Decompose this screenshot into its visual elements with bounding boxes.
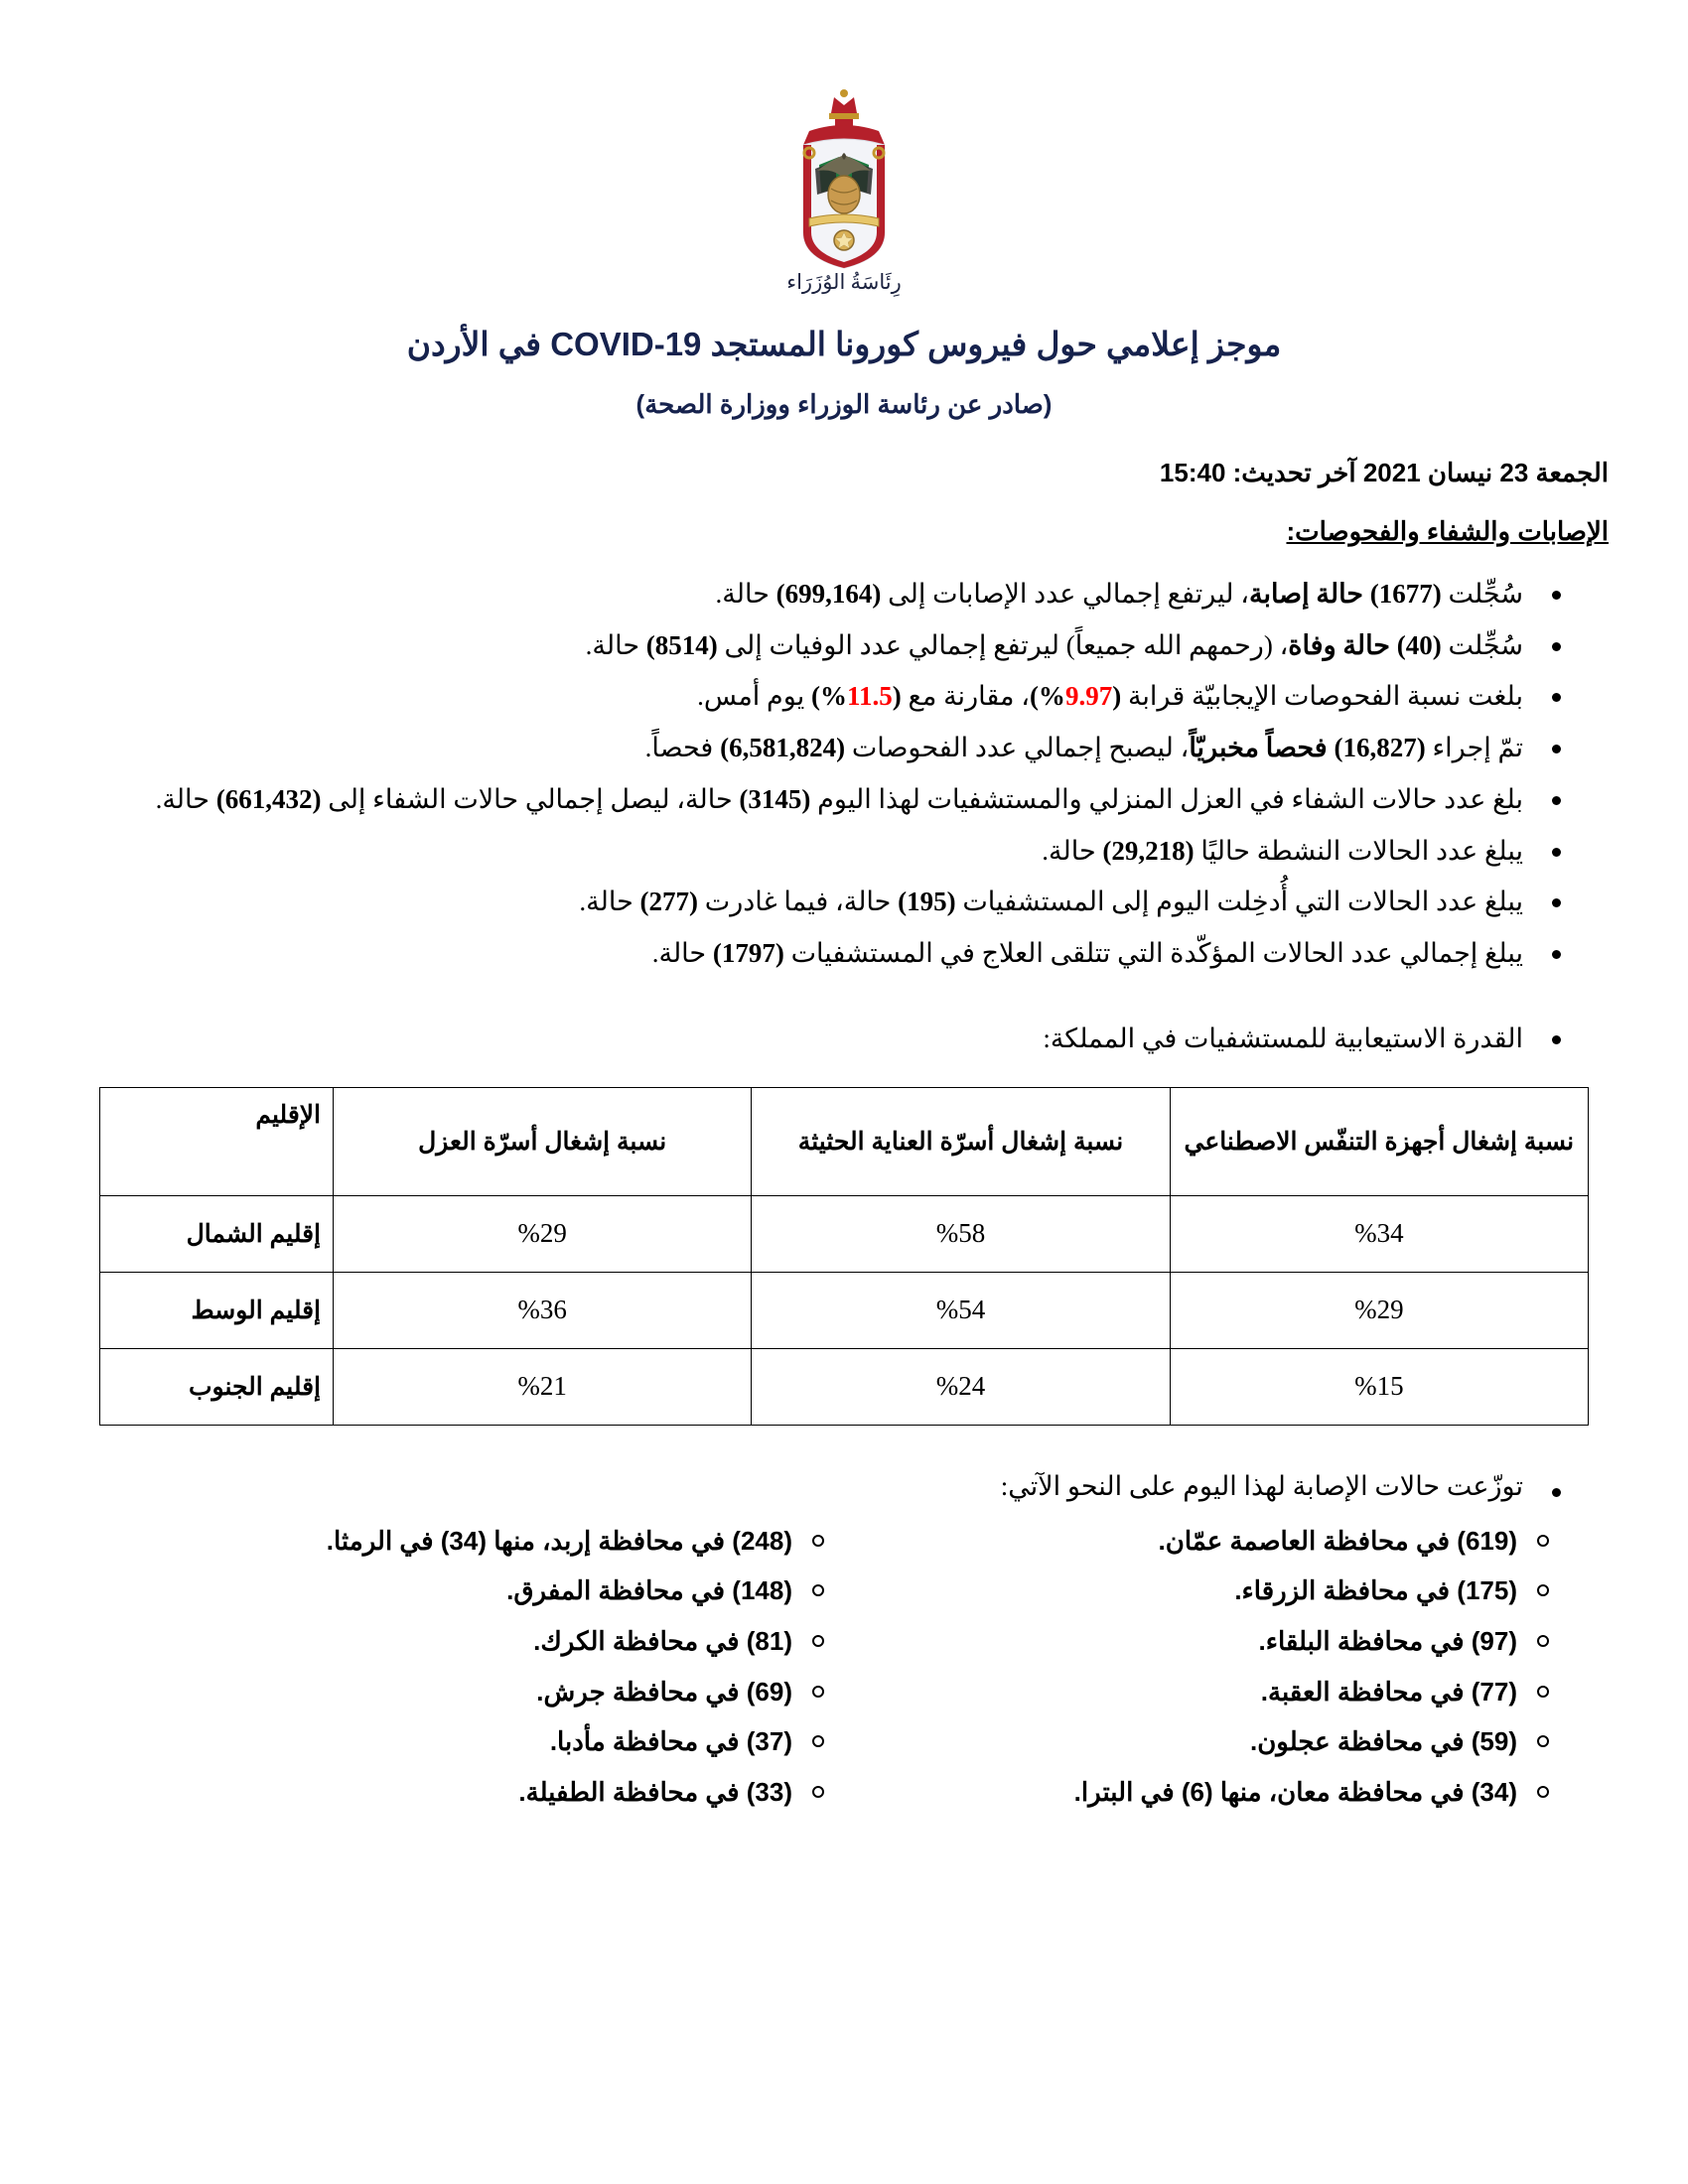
cell-isolation: %36 <box>334 1272 752 1348</box>
statistic-item-admissions <box>115 881 1533 924</box>
table-row <box>100 1272 1589 1348</box>
statistic-run: ، ليرتفع إجمالي عدد الإصابات إلى <box>881 579 1249 609</box>
section-heading-cases: الإصابات والشفاء والفحوصات: <box>1286 516 1609 546</box>
col-icu: نسبة إشغال أسرّة العناية الحثيثة <box>752 1087 1170 1195</box>
governorate-item: (77) في محافظة العقبة. <box>844 1667 1517 1717</box>
crest-caption: رِئَاسَةُ الوُزَرَاء <box>786 270 902 294</box>
statistic-run: حالة. <box>715 579 776 609</box>
table-body <box>100 1195 1589 1425</box>
governorate-item: (97) في محافظة البلقاء. <box>844 1616 1517 1667</box>
statistic-item-cases <box>115 573 1533 616</box>
statistic-run: %) <box>1029 681 1065 712</box>
governorate-item: (619) في محافظة العاصمة عمّان. <box>844 1516 1517 1567</box>
cell-isolation: %21 <box>334 1348 752 1425</box>
statistic-item-deaths <box>115 624 1533 668</box>
cell-icu: %58 <box>752 1195 1170 1272</box>
statistic-run: (6,581,824) <box>720 733 846 763</box>
cell-ventilator: %15 <box>1170 1348 1588 1425</box>
statistic-run: حالة. <box>585 629 646 660</box>
statistic-run: (8514) <box>645 629 718 660</box>
cell-isolation: %29 <box>334 1195 752 1272</box>
statistic-run: بلغ عدد حالات الشفاء في العزل المنزلي والمستشفيات لهذا اليوم <box>810 783 1523 814</box>
statistic-run: سُجِّلت <box>1441 579 1523 609</box>
governorate-item: (69) في محافظة جرش. <box>119 1667 792 1717</box>
statistic-run: %) <box>810 681 847 712</box>
statistic-run: ( <box>1112 681 1122 712</box>
statistic-run: ، مقارنة مع <box>901 681 1030 712</box>
governorate-item: (81) في محافظة الكرك. <box>119 1616 792 1667</box>
cell-ventilator: %29 <box>1170 1272 1588 1348</box>
statistic-item-in-hospital <box>115 932 1533 976</box>
capacity-intro-item: القدرة الاستيعابية للمستشفيات في المملكة: <box>115 1018 1533 1061</box>
distribution-column-right <box>844 1516 1569 1818</box>
governorate-item: (33) في محافظة الطفيلة. <box>119 1767 792 1818</box>
governorate-item: (148) في محافظة المفرق. <box>119 1566 792 1616</box>
statistic-item-positivity <box>115 675 1533 719</box>
governorate-item: (37) في محافظة مأدبا. <box>119 1716 792 1767</box>
statistics-list <box>79 573 1579 1061</box>
statistic-run: يبلغ عدد الحالات التي أُدخِلت اليوم إلى المستشفيات <box>955 887 1523 917</box>
table-row <box>100 1195 1589 1272</box>
statistic-run: ، ليصبح إجمالي عدد الفحوصات <box>845 733 1190 763</box>
governorate-item: (175) في محافظة الزرقاء. <box>844 1566 1517 1616</box>
statistic-run: 11.5 <box>846 681 893 712</box>
col-ventilator: نسبة إشغال أجهزة التنفّس الاصطناعي <box>1170 1087 1588 1195</box>
page-title: موجز إعلامي حول فيروس كورونا المستجد COVID-19 في الأردن <box>406 326 1282 362</box>
governorate-item: (248) في محافظة إربد، منها (34) في الرمثا. <box>119 1516 792 1567</box>
distribution-list-right <box>844 1516 1569 1818</box>
last-update-date: الجمعة 23 نيسان 2021 آخر تحديث: 15:40 <box>1159 458 1609 487</box>
statistic-run: (16,827) فحصاً مخبريّاً <box>1189 733 1426 763</box>
statistic-item-active <box>115 830 1533 874</box>
statistic-run: ، (رحمهم الله جميعاً) ليرتفع إجمالي عدد الوفيات إلى <box>717 629 1289 660</box>
cell-region: إقليم الوسط <box>100 1272 334 1348</box>
statistic-run: (3145) <box>739 783 811 814</box>
col-region: الإقليم <box>100 1087 334 1195</box>
statistic-run: (195) <box>898 887 956 917</box>
statistic-run: يبلغ إجمالي عدد الحالات المؤكّدة التي تتلقى العلاج في المستشفيات <box>783 938 1523 969</box>
statistic-run: (1797) <box>712 938 784 969</box>
governorate-item: (34) في محافظة معان، منها (6) في البترا. <box>844 1767 1517 1818</box>
distribution-list-left <box>119 1516 844 1818</box>
statistic-run: حالة. <box>1042 835 1103 866</box>
statistic-run: (29,218) <box>1102 835 1195 866</box>
statistic-run: 9.97 <box>1064 681 1113 712</box>
page-subtitle: (صادر عن رئاسة الوزراء ووزارة الصحة) <box>635 389 1053 419</box>
statistic-run: ( <box>892 681 902 712</box>
distribution-grid <box>79 1516 1609 1818</box>
statistic-item-tests <box>115 727 1533 770</box>
statistic-run: يبلغ عدد الحالات النشطة حاليًا <box>1194 835 1523 866</box>
statistic-run: (1677) حالة إصابة <box>1248 579 1442 609</box>
statistic-run: يوم أمس. <box>697 681 811 712</box>
statistic-run: (699,164) <box>775 579 882 609</box>
cell-region: إقليم الشمال <box>100 1195 334 1272</box>
statistic-run: بلغت نسبة الفحوصات الإيجابيّة قرابة <box>1121 681 1523 712</box>
statistic-run: (40) حالة وفاة <box>1288 629 1442 660</box>
crest-container <box>79 83 1609 272</box>
cell-ventilator: %34 <box>1170 1195 1588 1272</box>
table-header-row <box>100 1087 1589 1195</box>
statistic-run: حالة، ليصل إجمالي حالات الشفاء إلى <box>321 783 740 814</box>
statistic-run: حالة، فيما غادرت <box>698 887 899 917</box>
statistic-item-recoveries <box>115 778 1533 822</box>
governorate-item: (59) في محافظة عجلون. <box>844 1716 1517 1767</box>
statistic-run: فحصاً. <box>644 733 721 763</box>
hospital-capacity-table <box>99 1087 1589 1426</box>
statistic-run: حالة. <box>579 887 640 917</box>
statistic-run: حالة. <box>651 938 713 969</box>
jordan-coat-of-arms-icon <box>760 83 928 272</box>
statistic-run: حالة. <box>155 783 216 814</box>
cell-icu: %54 <box>752 1272 1170 1348</box>
statistic-run: سُجِّلت <box>1441 629 1523 660</box>
cell-icu: %24 <box>752 1348 1170 1425</box>
distribution-column-left <box>119 1516 844 1818</box>
distribution-intro: توزّعت حالات الإصابة لهذا اليوم على النحو الآتي: <box>79 1471 1533 1502</box>
table-row <box>100 1348 1589 1425</box>
statistic-run: (277) <box>639 887 699 917</box>
cell-region: إقليم الجنوب <box>100 1348 334 1425</box>
statistic-run: (661,432) <box>215 783 322 814</box>
table-head <box>100 1087 1589 1195</box>
col-isolation: نسبة إشغال أسرّة العزل <box>334 1087 752 1195</box>
statistic-run: تمّ إجراء <box>1425 733 1523 763</box>
